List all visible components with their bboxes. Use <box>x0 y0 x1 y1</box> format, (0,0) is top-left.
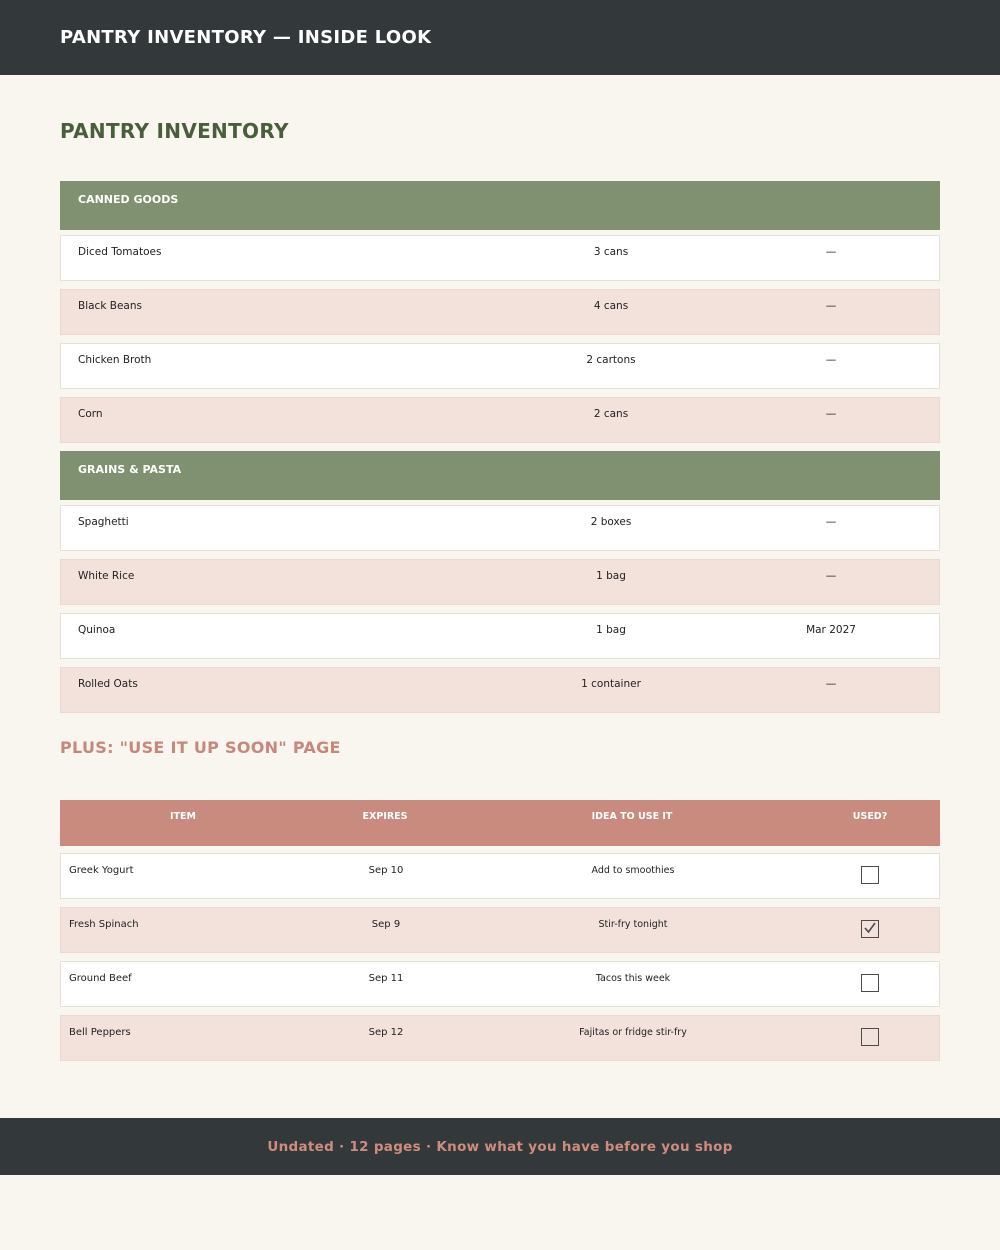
item-quantity: 3 cans <box>593 246 629 258</box>
item-name: Chicken Broth <box>78 354 152 366</box>
item-name: Rolled Oats <box>78 678 138 690</box>
top-banner <box>0 0 1000 75</box>
row-idea: Stir-fry tonight <box>598 919 668 930</box>
inventory-row <box>60 505 940 551</box>
row-item: Greek Yogurt <box>69 865 134 876</box>
inventory-row <box>60 235 940 281</box>
item-quantity: 1 bag <box>596 570 626 582</box>
used-checkbox[interactable] <box>861 1028 879 1046</box>
row-idea: Add to smoothies <box>591 865 675 876</box>
use-soon-header-row <box>60 800 940 846</box>
category-header-canned-goods: CANNED GOODS <box>60 181 940 230</box>
page-title: PANTRY INVENTORY <box>60 119 289 143</box>
use-soon-heading: PLUS: "USE IT UP SOON" PAGE <box>60 738 341 757</box>
inventory-row <box>60 397 940 443</box>
item-name: Spaghetti <box>78 516 129 528</box>
item-expiry: — <box>825 354 837 366</box>
use-soon-row <box>60 853 940 899</box>
use-soon-table <box>60 800 940 1069</box>
inventory-row <box>60 613 940 659</box>
item-expiry: — <box>825 570 837 582</box>
item-name: Corn <box>78 408 103 420</box>
used-checkbox[interactable] <box>861 866 879 884</box>
item-expiry: Mar 2027 <box>806 624 856 636</box>
column-header-expires: EXPIRES <box>362 811 408 822</box>
inventory-row <box>60 559 940 605</box>
inventory-row <box>60 343 940 389</box>
item-expiry: — <box>825 516 837 528</box>
row-idea: Tacos this week <box>595 973 671 984</box>
column-header-item: ITEM <box>170 811 196 822</box>
row-expires: Sep 10 <box>368 865 404 876</box>
use-soon-row <box>60 961 940 1007</box>
column-header-idea: IDEA TO USE IT <box>591 811 673 822</box>
item-expiry: — <box>825 678 837 690</box>
footer-banner <box>0 1118 1000 1175</box>
row-expires: Sep 11 <box>368 973 404 984</box>
item-name: White Rice <box>78 570 135 582</box>
item-name: Diced Tomatoes <box>78 246 162 258</box>
item-quantity: 4 cans <box>593 300 629 312</box>
row-idea: Fajitas or fridge stir-fry <box>579 1027 687 1038</box>
item-expiry: — <box>825 246 837 258</box>
row-expires: Sep 12 <box>368 1027 404 1038</box>
used-checkbox[interactable] <box>861 974 879 992</box>
item-quantity: 2 cans <box>593 408 629 420</box>
item-name: Quinoa <box>78 624 116 636</box>
banner-title: PANTRY INVENTORY — INSIDE LOOK <box>60 27 432 48</box>
used-checkbox[interactable] <box>861 920 879 938</box>
item-quantity: 1 bag <box>596 624 626 636</box>
inventory-row <box>60 289 940 335</box>
item-expiry: — <box>825 408 837 420</box>
item-quantity: 2 cartons <box>586 354 636 366</box>
row-item: Fresh Spinach <box>69 919 139 930</box>
item-name: Black Beans <box>78 300 142 312</box>
inventory-table <box>60 181 940 721</box>
item-quantity: 2 boxes <box>590 516 632 528</box>
row-expires: Sep 9 <box>371 919 401 930</box>
footer-text: Undated · 12 pages · Know what you have before you shop <box>267 1139 733 1155</box>
category-header-grains-pasta: GRAINS & PASTA <box>60 451 940 500</box>
inventory-row <box>60 667 940 713</box>
use-soon-row <box>60 907 940 953</box>
checkmark-icon <box>863 921 877 935</box>
row-item: Bell Peppers <box>69 1027 131 1038</box>
item-quantity: 1 container <box>581 678 641 690</box>
item-expiry: — <box>825 300 837 312</box>
row-item: Ground Beef <box>69 973 132 984</box>
column-header-used: USED? <box>852 811 888 822</box>
use-soon-row <box>60 1015 940 1061</box>
